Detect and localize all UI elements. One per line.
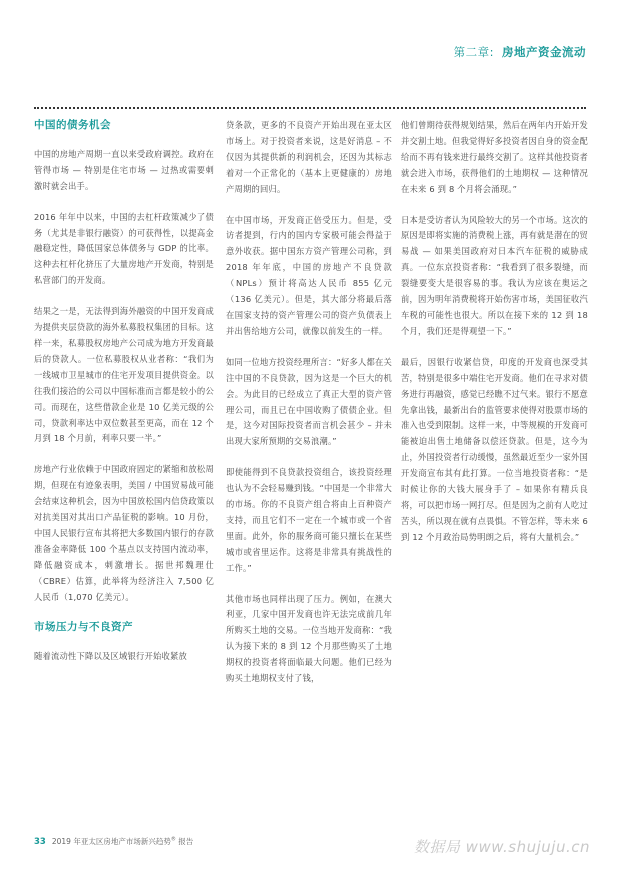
paragraph: 结果之一是，无法得到海外融资的中国开发商成为提供夹层贷款的海外私募股权集团的目标。这样一来，私募股权房地产公司成为地方开发商最后的贷款人。一位私募股权从业者称：“我们为一线城市卫星城市的住宅开发项目提供资金。以往我们接洽的公司以中国标准而言都是较小的公司。而现在，这些借款企业是 10 亿美元级的公司，贷款利率达中双位数甚至更高，而在 12 个月到 18 个月前，利率只要一半。” [34,306,214,444]
footer-title: 2019 年亚太区房地产市场新兴趋势 [51,837,171,846]
section-heading-debt: 中国的债务机会 [34,119,111,131]
chapter-title: 房地产资金流动 [502,45,586,59]
column-2 [226,118,392,702]
footer-suffix: 报告 [175,837,194,846]
paragraph: 其他市场也同样出现了压力。例如，在澳大利亚，几家中国开发商也许无法完成前几年所购买土地的交易。一位当地开发商称：“我认为接下来的 8 到 12 个月那些购买了土地期权的投资者将面临最大问题。他们已经为购买土地期权支付了钱， [226,593,392,684]
column-3 [401,118,588,561]
paragraph: 2016 年年中以来，中国的去杠杆政策减少了债务（尤其是非银行融资）的可获得性，以提高金融稳定性，降低国家总体债务与 GDP 的比率。这种去杠杆化挤压了大量房地产开发商，特别是私营部门的开发商。 [34,211,214,286]
paragraph: 如同一位地方投资经理所言：“好多人都在关注中国的不良贷款，因为这是一个巨大的机会。为此目的已经成立了真正大型的资产管理公司，而且已在中国收购了债债企业。但是，这今对国际投资者而言机会甚少 – 并未出现大家所预期的交易浪潮。” [226,356,392,447]
page-number: 33 [34,837,46,847]
watermark: 数据局 www.shujuju.cn [413,838,590,856]
column-1 [34,118,214,680]
paragraph: 中国的房地产周期一直以来受政府调控。政府在管得市场 — 特别是住宅市场 — 过热或需要刺激时就会出手。 [34,148,214,191]
paragraph: 房地产行业依赖于中国政府固定的紧缩和放松周期，但现在有迹象表明，美国 / 中国贸易战可能会结束这种机会，因为中国放松国内信贷政策以对抗美国对其出口产品征税的影响。10 月份，中国人民银行宣布其将把大多数国内银行的存款准备金率降低 100 个基点以支持国内流动率，降低融资成本，刺激增长。据世邦魏理仕（CBRE）估算，此举将为经济注入 7,500 亿人民币（1,070 亿美元）。 [34,464,214,602]
section-heading-distress: 市场压力与不良资产 [34,621,133,634]
paragraph: 日本是受访者认为风险较大的另一个市场。这次的原因是即将实施的消费税上涨，再有就是潜在的贸易战 — 如果美国政府对日本汽车征税的威胁成真。一位东京投资者称：“我看到了很多裂缝，而裂缝要变大是很容易的事。我认为应该在奥运之前，因为明年消费税将开始伤害市场，美国征收汽车税的可能性也很大。所以在接下来的 12 到 18 个月，我们还是得观望一下。” [401,214,588,336]
paragraph: 最后，因银行收紧信贷，印度的开发商也深受其苦，特别是很多中端住宅开发商。他们在寻求对债务进行再融资，感觉已经瞧不过气来。银行不愿意先拿出钱，最新出台的监管要求使得对股票市场的准入也受到限制。这样一来，中等规模的开发商可能被迫出售土地储备以偿还贷款。但是，这今为止，外国投资者行动缓慢，虽然最近至少一家外国开发商宣布其有此打算。一位当地投资者称：“是时候让你的大钱大展身手了 – 如果你有精兵良将，可以把市场一网打尽。但是因为之前有人吃过苦头，所以现在就有点畏惧。不管怎样，等未来 6 到 12 个月政治局势明朗之后，将有大量机会。” [401,356,588,542]
paragraph: 随着流动性下降以及区域银行开始收紧放 [34,651,187,662]
chapter-label: 第二章: [453,45,494,59]
paragraph: 即使能得到不良贷款投资组合，该投资经理也认为不会轻易赚到钱。“中国是一个非常大的市场。你的不良资产组合将由上百种资产支持，而且它们不一定在一个城市或一个省里面。此外，你的服务商可能只擅长在某些城市或省里运作。这将是非常具有挑战性的工作。” [226,467,392,573]
registered-mark: ® [170,836,176,843]
paragraph: 他们曾期待获得规划结果，然后在两年内开始开发并交割土地。但我觉得好多投资者因自身的资金配给而不再有钱来进行最终交割了。这样其他投资者就会进入市场，获得他们的土地期权 — 这种情况在未来 6 到 8 个月将会涌现。” [401,120,588,194]
dotted-divider [34,107,586,109]
paragraph: 在中国市场，开发商正倍受压力。但是，受访者提到，行内的国内专家极可能会得益于意外收获。据中国东方资产管理公司称，到 2018 年年底，中国的房地产不良贷款（NPLs）预计将高达人民币 855 亿元（136 亿美元）。但是，其大部分将最后落在国家支持的资产管理公司的资产负债表上并出售给地方公司，就像以前发生的一样。 [226,214,392,336]
page-footer [34,836,193,847]
paragraph: 贷条款，更多的不良资产开始出现在亚太区市场上。对于投资者来说，这是好消息 – 不仅因为其提供新的利润机会，还因为其标志着对一个正常化的（基本上更健康的）房地产周期的回归。 [226,120,392,194]
chapter-header [454,44,586,60]
